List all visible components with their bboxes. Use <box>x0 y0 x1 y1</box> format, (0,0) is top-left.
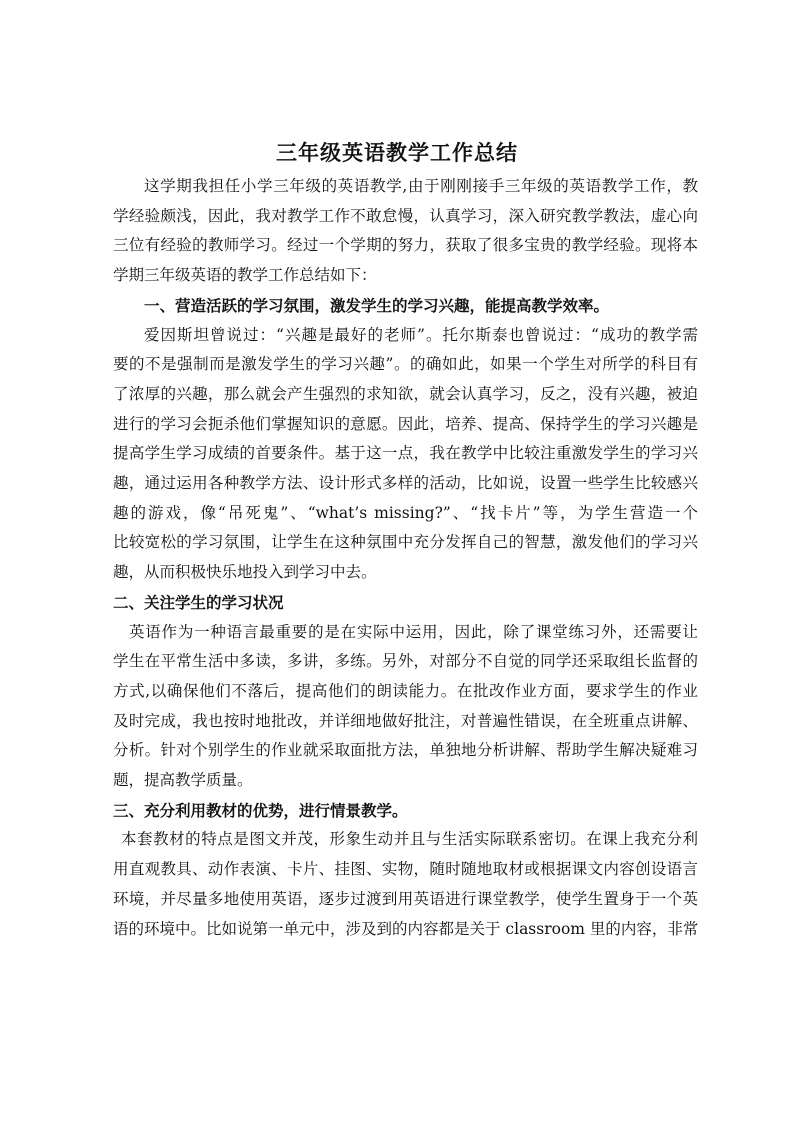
text-line: 爱因斯坦曾说过：“兴趣是最好的老师”。托尔斯泰也曾说过：“成功的教学需 <box>144 325 698 344</box>
text-line: 环境，并尽量多地使用英语，逐步过渡到用英语进行课堂教学，使学生置身于一个英 <box>113 889 698 908</box>
text-line: 趣，通过运用各种教学方法、设计形式多样的活动，比如说，设置一些学生比较感兴 <box>113 474 698 493</box>
text-line: 学生在平常生活中多读，多讲，多练。另外，对部分不自觉的同学还采取组长监督的 <box>113 652 698 671</box>
text-line: 学期三年级英语的教学工作总结如下： <box>113 266 377 285</box>
text-line: 语的环境中。比如说第一单元中，涉及到的内容都是关于 classroom 里的内容，非常 <box>113 919 698 938</box>
section-3-heading: 三、充分利用教材的优势，进行情景教学。 <box>113 800 408 820</box>
text-line: 要的不是强制而是激发学生的学习兴趣”。的确如此，如果一个学生对所学的科目有 <box>113 355 698 374</box>
text-line: 进行的学习会扼杀他们掌握知识的意愿。因此，培养、提高、保持学生的学习兴趣是 <box>113 414 698 433</box>
text-line: 用直观教具、动作表演、卡片、挂图、实物，随时随地取材或根据课文内容创设语言 <box>113 860 698 879</box>
text-line: 分析。针对个别学生的作业就采取面批方法，单独地分析讲解、帮助学生解决疑难习 <box>113 741 698 760</box>
text-line: 方式,以确保他们不落后，提高他们的朗读能力。在批改作业方面，要求学生的作业 <box>113 681 698 700</box>
section-2-paragraph <box>113 618 698 796</box>
text-line: 本套教材的特点是图文并茂，形象生动并且与生活实际联系密切。在课上我充分利 <box>121 830 698 849</box>
text-line: 比较宽松的学习氛围，让学生在这种氛围中充分发挥自己的智慧，激发他们的学习兴 <box>113 533 698 552</box>
text-line: 英语作为一种语言最重要的是在实际中运用，因此，除了课堂练习外，还需要让 <box>129 622 698 641</box>
text-line: 这学期我担任小学三年级的英语教学,由于刚刚接手三年级的英语教学工作，教 <box>144 177 698 195</box>
text-line: 趣，从而积极快乐地投入到学习中去。 <box>113 563 377 582</box>
document-title: 三年级英语教学工作总结 <box>276 140 518 165</box>
text-line: 了浓厚的兴趣，那么就会产生强烈的求知欲，就会认真学习，反之，没有兴趣，被迫 <box>113 384 698 403</box>
section-2-heading: 二、关注学生的学习状况 <box>113 592 284 612</box>
section-3-paragraph <box>113 825 698 944</box>
text-line: 提高学生学习成绩的首要条件。基于这一点，我在教学中比较注重激发学生的学习兴 <box>113 444 698 463</box>
text-line: 题，提高教学质量。 <box>113 771 253 790</box>
section-1-heading: 一、营造活跃的学习氛围，激发学生的学习兴趣，能提高教学效率。 <box>144 295 610 315</box>
text-line: 趣的游戏，像“吊死鬼”、“what’s missing?”、“找卡片”等，为学生营造一个 <box>113 503 698 522</box>
section-1-paragraph <box>113 321 698 588</box>
intro-paragraph <box>113 172 698 291</box>
document-body <box>113 172 698 944</box>
text-line: 三位有经验的教师学习。经过一个学期的努力，获取了很多宝贵的教学经验。现将本 <box>113 236 698 255</box>
text-line: 及时完成，我也按时地批改，并详细地做好批注，对普遍性错误，在全班重点讲解、 <box>113 711 698 730</box>
text-line: 学经验颇浅，因此，我对教学工作不敢怠慢，认真学习，深入研究教学教法，虚心向 <box>113 206 698 225</box>
